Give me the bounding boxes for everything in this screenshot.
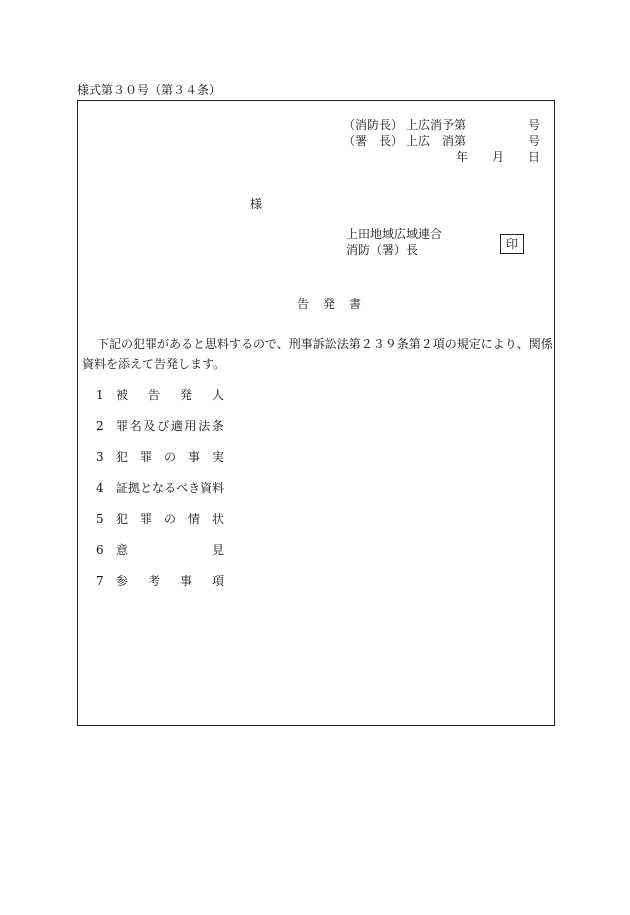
item-label: 犯 罪 の 情 状 <box>116 512 224 526</box>
addressee-suffix: 様 <box>250 197 263 211</box>
form-number: 様式第３０号（第３４条） <box>77 83 222 97</box>
item-number: 7 <box>96 574 104 588</box>
item-label: 証 拠 と な る べ き 資 料 <box>116 481 225 495</box>
item-1 <box>96 387 224 403</box>
chief-gou: 号 <box>528 118 541 132</box>
form-frame <box>77 100 555 726</box>
item-7 <box>96 573 224 589</box>
item-3 <box>96 449 224 465</box>
date-day: 日 <box>528 150 541 164</box>
issuer-organization: 上田地域広域連合 <box>346 227 443 241</box>
seal-box: 印 <box>500 234 524 254</box>
item-number: 1 <box>96 388 104 402</box>
chief-doc-number: 上広消予第 <box>406 118 467 132</box>
item-number: 4 <box>96 481 104 495</box>
item-5 <box>96 511 224 527</box>
station-doc-number: 上広 消第 <box>406 134 467 148</box>
issuer-title: 消防（署）長 <box>346 243 419 257</box>
station-title: （署 長） <box>343 134 404 148</box>
date-month: 月 <box>492 150 505 164</box>
item-2 <box>96 418 224 434</box>
document-title: 告 発 書 <box>297 297 363 311</box>
chief-title: （消防長） <box>343 118 404 132</box>
item-label: 被 告 発 人 <box>116 388 224 402</box>
item-label: 罪 名 及 び 適 用 法 条 <box>116 419 224 433</box>
item-number: 5 <box>96 512 104 526</box>
item-label: 参 考 事 項 <box>116 574 224 588</box>
item-6 <box>96 542 224 558</box>
body-text-line1: 下記の犯罪があると思料するので、刑事訴訟法第２３９条第２項の規定により、関係 <box>97 337 553 351</box>
item-label: 犯 罪 の 事 実 <box>116 450 224 464</box>
station-gou: 号 <box>528 134 541 148</box>
body-text-line2: 資料を添えて告発します。 <box>82 357 226 371</box>
item-4 <box>96 480 224 496</box>
item-number: 2 <box>96 419 104 433</box>
item-number: 6 <box>96 543 104 557</box>
item-label: 意 見 <box>116 543 224 557</box>
item-number: 3 <box>96 450 104 464</box>
date-year: 年 <box>456 150 469 164</box>
